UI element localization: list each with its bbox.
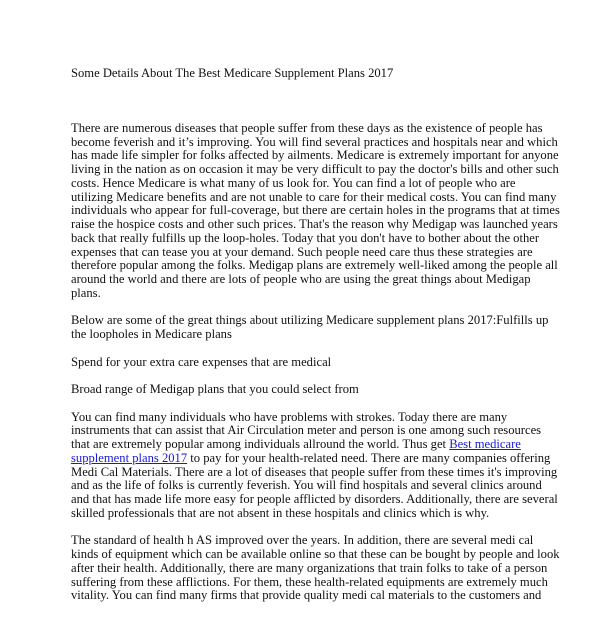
text-line: There are numerous diseases that people suffer from these days as the existence of people has (71, 120, 543, 135)
text-line: after their health. Additionally, there are many organizations that train folks to take of a person (71, 560, 548, 575)
paragraph-benefit-2 (71, 383, 571, 397)
text-line: the loopholes in Medicare plans (71, 327, 232, 341)
text-line: skilled professionals that are not absent in these hospitals and clinics which is why. (71, 505, 490, 520)
document-page (71, 67, 571, 617)
paragraph-benefits-intro (71, 314, 571, 342)
paragraph-strokes (71, 411, 571, 521)
text-line: vitality. You can find many firms that provide quality medi cal materials to the customers and (71, 588, 542, 603)
paragraph-benefit-1 (71, 356, 571, 370)
text-line: plans. (71, 285, 101, 300)
text-line: Below are some of the great things about utilizing Medicare supplement plans 2017:Fulfills up (71, 313, 549, 328)
text-line: individuals who appear for full-coverage, but there are certain holes in the programs that at times (71, 203, 560, 218)
text-line: You can find many individuals who have problems with strokes. Today there are many (71, 409, 508, 424)
text-line: Broad range of Medigap plans that you could select from (71, 382, 359, 396)
text-line: to pay for your health-related need. There are many companies offering (187, 450, 551, 465)
text-line: expenses that can tease you at your demand. Such people need care thus these strategies are (71, 244, 533, 259)
text-line: Spend for your extra care expenses that are medical (71, 354, 332, 369)
text-line: instruments that can assist that Air Circulation meter and person is one among such resources (71, 423, 542, 438)
link-text-part-2[interactable]: supplement plans 2017 (71, 450, 188, 465)
link-text-part-1[interactable]: Best medicare (449, 437, 521, 451)
text-line: around the world and there are lots of people who are using the great things about Medigap (71, 272, 531, 286)
document-title: Some Details About The Best Medicare Supplement Plans 2017 (71, 66, 394, 80)
text-line: has made life simpler for folks affected by ailments. Medicare is extremely important for anyone (71, 148, 559, 163)
paragraph-health-standard (71, 534, 571, 603)
text-line: therefore popular among the folks. Medigap plans are extremely well-liked among the people all (71, 258, 558, 273)
text-line: costs. Hence Medicare is what many of us look for. You can find a lot of people who are (71, 175, 516, 190)
text-line: Medi Cal Materials. There are a lot of diseases that people suffer from these times it's improving (71, 464, 558, 479)
text-line: living in the nation as on occasion it may be very difficult to pay the doctor's bills and other such (71, 162, 559, 176)
text-line: and that has made life more easy for people afflicted by disorders. Additionally, there are several (71, 492, 558, 506)
text-line: become feverish and it’s improving. You will find several practices and hospitals near and which (71, 134, 558, 149)
text-line: that are extremely popular among individuals allround the world. Thus get (71, 437, 450, 451)
text-line: kinds of equipment which can be available online so that these can be bought by people and look (71, 547, 560, 561)
text-line: utilizing Medicare benefits and are not unable to care for their medical costs. You can find many (71, 189, 557, 204)
text-line: back that really fulfills up the loop-holes. Today that you don't have to bother about the other (71, 230, 540, 245)
text-line: raise the hospice costs and other such prices. That's the reason why Medigap was launched years (71, 217, 558, 231)
paragraph-intro (71, 122, 571, 301)
text-line: and as the life of folks is currently feverish. You will find hospitals and several clinics around (71, 478, 542, 493)
text-line: suffering from these afflictions. For them, these health-related equipments are extremely much (71, 574, 548, 589)
text-line: The standard of health h AS improved over the years. In addition, there are several medi cal (71, 533, 534, 548)
